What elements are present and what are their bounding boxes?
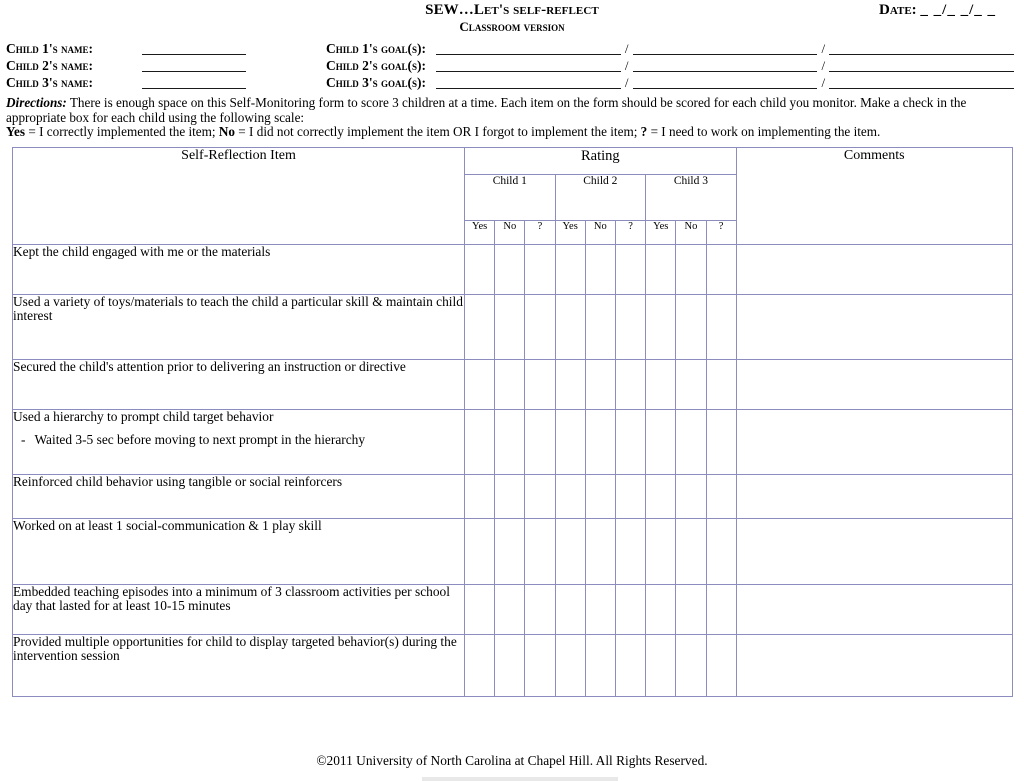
header-child-3: Child 3 [646,174,737,220]
rating-cell-r8-c1-question[interactable] [525,634,555,696]
directions-paragraph [6,96,1018,125]
rating-cell-r2-c1-no[interactable] [495,294,525,359]
header-child-3-question: ? [706,220,736,244]
table-row [13,244,1013,294]
rating-cell-r6-c1-question[interactable] [525,518,555,584]
rating-cell-r1-c1-no[interactable] [495,244,525,294]
child-3-goal-input-2[interactable] [633,77,818,89]
scale-yes-key: Yes [6,124,26,140]
header-self-reflection-item: Self-Reflection Item [13,147,465,244]
child-3-name-input[interactable] [142,77,246,89]
item-text-5: Reinforced child behavior using tangible or social reinforcers [13,474,465,518]
rating-cell-r3-c3-question[interactable] [706,359,736,409]
table-row [13,634,1013,696]
header-child-2-yes: Yes [555,220,585,244]
child-3-name-label: Child 3's name: [6,75,94,90]
table-row [13,584,1013,634]
self-reflection-table [12,147,1013,697]
child-row-2 [6,57,1016,72]
rating-cell-r4-c3-question[interactable] [706,409,736,474]
comments-cell-row-2[interactable] [736,294,1012,359]
header-child-1-question: ? [525,220,555,244]
rating-cell-r5-c2-no[interactable] [585,474,615,518]
child-2-name-input[interactable] [142,60,246,72]
comments-cell-row-4[interactable] [736,409,1012,474]
directions-body: There is enough space on this Self-Monitoring form to score 3 children at a time. Each item on the form should be scored for each child you monitor. Make a check in the appropriate box for each child using the following scale: [6,95,967,125]
rating-cell-r2-c1-question[interactable] [525,294,555,359]
rating-cell-r2-c3-question[interactable] [706,294,736,359]
rating-cell-r7-c2-yes[interactable] [555,584,585,634]
rating-cell-r5-c1-yes[interactable] [465,474,495,518]
page-title: SEW…Let's self-reflect [425,2,599,18]
rating-cell-r8-c1-yes[interactable] [465,634,495,696]
rating-cell-r1-c2-yes[interactable] [555,244,585,294]
item-text-8: Provided multiple opportunities for child to display targeted behavior(s) during the intervention session [13,634,465,696]
rating-cell-r6-c3-yes[interactable] [646,518,676,584]
scale-legend [6,125,1018,140]
item-text-4: Used a hierarchy to prompt child target behavior [13,408,274,424]
date-label: Date: [879,2,917,18]
date-value[interactable]: _ _/_ _/_ _ [920,2,996,18]
rating-cell-r5-c2-question[interactable] [615,474,645,518]
rating-cell-r6-c2-question[interactable] [615,518,645,584]
table-body [13,244,1013,696]
rating-cell-r8-c3-yes[interactable] [646,634,676,696]
goal-separator-2a: / [624,58,629,73]
header-row-rating [13,147,1013,174]
goal-separator-1a: / [624,41,629,56]
rating-cell-r4-c2-no[interactable] [585,409,615,474]
rating-cell-r1-c3-question[interactable] [706,244,736,294]
child-row-3 [6,74,1016,89]
child-3-goal-input-3[interactable] [829,77,1014,89]
rating-cell-r3-c1-no[interactable] [495,359,525,409]
item-text-7: Embedded teaching episodes into a minimum of 3 classroom activities per school day that lasted for at least 10-15 minutes [13,584,465,634]
rating-cell-r3-c2-no[interactable] [585,359,615,409]
rating-cell-r4-c1-question[interactable] [525,409,555,474]
item-text-2: Used a variety of toys/materials to teach the child a particular skill & maintain child interest [13,294,465,359]
child-3-goal-input-1[interactable] [436,77,621,89]
header-comments: Comments [736,147,1012,244]
header-child-1: Child 1 [465,174,556,220]
scale-no-text: = I did not correctly implement the item OR I forgot to implement the item; [235,124,641,140]
scale-question-key: ? [640,124,648,140]
page-edge-shadow [422,777,618,781]
comments-cell-row-3[interactable] [736,359,1012,409]
rating-cell-r8-c2-no[interactable] [585,634,615,696]
child-2-name-label: Child 2's name: [6,58,94,73]
table-row [13,474,1013,518]
comments-cell-row-7[interactable] [736,584,1012,634]
rating-cell-r4-c3-no[interactable] [676,409,706,474]
child-2-goal-input-2[interactable] [633,60,818,72]
item-text-6: Worked on at least 1 social-communication & 1 play skill [13,518,465,584]
rating-cell-r4-c2-question[interactable] [615,409,645,474]
rating-cell-r5-c2-yes[interactable] [555,474,585,518]
rating-cell-r3-c1-yes[interactable] [465,359,495,409]
child-1-name-label: Child 1's name: [6,41,94,56]
rating-cell-r7-c3-no[interactable] [676,584,706,634]
item-text-1: Kept the child engaged with me or the materials [13,244,465,294]
rating-cell-r7-c2-question[interactable] [615,584,645,634]
rating-cell-r1-c2-no[interactable] [585,244,615,294]
header-rating: Rating [465,147,737,174]
rating-cell-r8-c3-no[interactable] [676,634,706,696]
table-row [13,409,1013,474]
rating-cell-r3-c3-no[interactable] [676,359,706,409]
rating-cell-r5-c3-question[interactable] [706,474,736,518]
child-3-goal-label: Child 3's goal(s): [325,75,426,90]
child-1-goal-label: Child 1's goal(s): [325,41,426,56]
header-child-1-yes: Yes [465,220,495,244]
item-subitem-text-4: Waited 3-5 sec before moving to next prompt in the hierarchy [34,432,366,448]
self-reflection-table-wrapper [12,147,1005,697]
header-child-3-no: No [676,220,706,244]
scale-yes-text: = I correctly implemented the item; [25,124,219,140]
child-1-goal-input-2[interactable] [633,43,818,55]
rating-cell-r1-c1-question[interactable] [525,244,555,294]
rating-cell-r5-c1-no[interactable] [495,474,525,518]
rating-cell-r5-c1-question[interactable] [525,474,555,518]
document-header [0,0,1024,36]
goal-separator-2b: / [821,58,826,73]
rating-cell-r6-c1-yes[interactable] [465,518,495,584]
rating-cell-r6-c2-yes[interactable] [555,518,585,584]
header-child-1-no: No [495,220,525,244]
rating-cell-r6-c2-no[interactable] [585,518,615,584]
rating-cell-r8-c2-yes[interactable] [555,634,585,696]
rating-cell-r7-c1-no[interactable] [495,584,525,634]
child-1-goal-input-3[interactable] [829,43,1014,55]
footer-copyright: ©2011 University of North Carolina at Chapel Hill. All Rights Reserved. [316,753,708,768]
rating-cell-r2-c2-question[interactable] [615,294,645,359]
child-2-goal-input-1[interactable] [436,60,621,72]
directions-block [6,96,1018,140]
table-row [13,359,1013,409]
rating-cell-r3-c1-question[interactable] [525,359,555,409]
table-row [13,518,1013,584]
rating-cell-r1-c1-yes[interactable] [465,244,495,294]
rating-cell-r2-c2-no[interactable] [585,294,615,359]
date-field[interactable] [879,2,996,19]
rating-cell-r6-c1-no[interactable] [495,518,525,584]
rating-cell-r6-c3-question[interactable] [706,518,736,584]
directions-heading: Directions: [6,95,67,110]
rating-cell-r7-c1-yes[interactable] [465,584,495,634]
comments-cell-row-6[interactable] [736,518,1012,584]
header-child-3-yes: Yes [646,220,676,244]
subitem-dash-marker: - [21,432,26,448]
scale-no-key: No [218,124,235,140]
rating-cell-r8-c1-no[interactable] [495,634,525,696]
rating-cell-r3-c2-yes[interactable] [555,359,585,409]
header-child-2-question: ? [615,220,645,244]
child-1-goal-input-1[interactable] [436,43,621,55]
child-2-goal-label: Child 2's goal(s): [325,58,426,73]
item-subitem-4 [13,433,464,448]
rating-cell-r7-c3-yes[interactable] [646,584,676,634]
comments-cell-row-8[interactable] [736,634,1012,696]
table-head [13,147,1013,244]
rating-cell-r1-c2-question[interactable] [615,244,645,294]
rating-cell-r8-c3-question[interactable] [706,634,736,696]
page-subtitle: Classroom version [459,19,565,34]
comments-cell-row-5[interactable] [736,474,1012,518]
rating-cell-r2-c3-yes[interactable] [646,294,676,359]
item-text-3: Secured the child's attention prior to delivering an instruction or directive [13,359,465,409]
goal-separator-3b: / [821,75,826,90]
goal-separator-1b: / [821,41,826,56]
header-child-2: Child 2 [555,174,646,220]
rating-cell-r3-c2-question[interactable] [615,359,645,409]
goal-separator-3a: / [624,75,629,90]
header-child-2-no: No [585,220,615,244]
rating-cell-r7-c1-question[interactable] [525,584,555,634]
rating-cell-r5-c3-yes[interactable] [646,474,676,518]
item-cell-4 [13,409,465,474]
rating-cell-r1-c3-yes[interactable] [646,244,676,294]
rating-cell-r3-c3-yes[interactable] [646,359,676,409]
scale-question-text: = I need to work on implementing the item. [647,124,881,140]
rating-cell-r8-c2-question[interactable] [615,634,645,696]
rating-cell-r7-c2-no[interactable] [585,584,615,634]
rating-cell-r7-c3-question[interactable] [706,584,736,634]
rating-cell-r4-c1-no[interactable] [495,409,525,474]
rating-cell-r6-c3-no[interactable] [676,518,706,584]
rating-cell-r2-c1-yes[interactable] [465,294,495,359]
rating-cell-r2-c3-no[interactable] [676,294,706,359]
comments-cell-row-1[interactable] [736,244,1012,294]
child-1-name-input[interactable] [142,43,246,55]
rating-cell-r4-c2-yes[interactable] [555,409,585,474]
rating-cell-r4-c1-yes[interactable] [465,409,495,474]
child-2-goal-input-3[interactable] [829,60,1014,72]
table-row [13,294,1013,359]
child-identification-block [0,40,1024,89]
rating-cell-r4-c3-yes[interactable] [646,409,676,474]
rating-cell-r2-c2-yes[interactable] [555,294,585,359]
rating-cell-r5-c3-no[interactable] [676,474,706,518]
child-row-1 [6,40,1016,55]
rating-cell-r1-c3-no[interactable] [676,244,706,294]
